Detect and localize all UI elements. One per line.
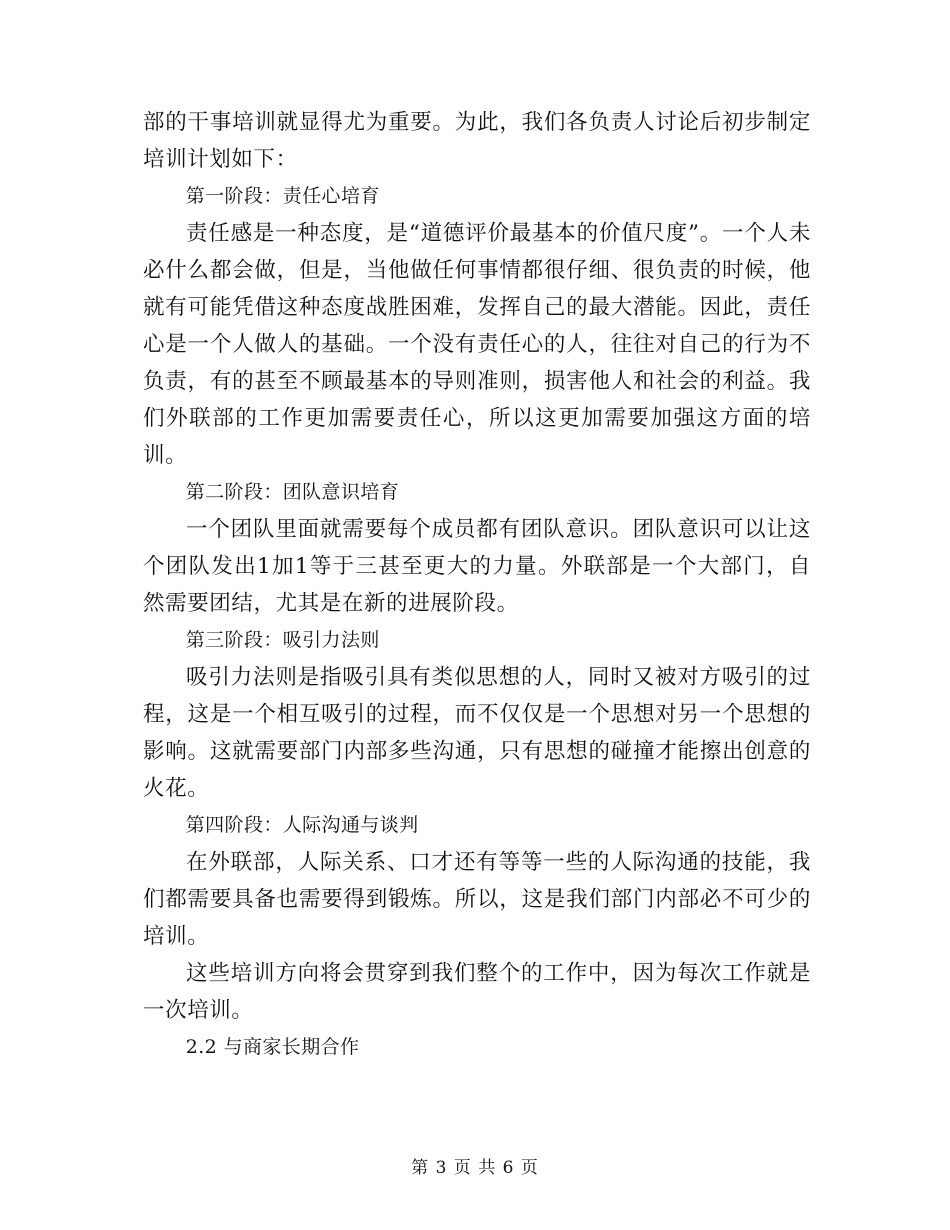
section-heading-stage-1: 第一阶段：责任心培育: [185, 185, 380, 207]
section-heading-stage-3: 第三阶段：吸引力法则: [185, 629, 380, 651]
paragraph-communication: 在外联部，人际关系、口才还有等等一些的人际沟通的技能，我们都需要具备也需要得到锻炼。所以，这是我们部门内部必不可少的培训。: [143, 850, 811, 949]
section-heading-2-2: 2.2 与商家长期合作: [185, 1036, 360, 1058]
paragraph-attraction: 吸引力法则是指吸引具有类似思想的人，同时又被对方吸引的过程，这是一个相互吸引的过程，而不仅仅是一个思想对另一个思想的影响。这就需要部门内部多些沟通，只有思想的碰撞才能擦出创意的火花。: [143, 665, 811, 801]
section-heading-stage-4: 第四阶段：人际沟通与谈判: [185, 814, 419, 836]
section-heading-stage-2: 第二阶段：团队意识培育: [185, 481, 400, 503]
paragraph-intro-continuation: 部的干事培训就显得尤为重要。为此，我们各负责人讨论后初步制定培训计划如下：: [143, 110, 811, 172]
page-number-footer: 第 3 页 共 6 页: [411, 1158, 539, 1178]
document-body: [143, 104, 811, 1066]
paragraph-responsibility: 责任感是一种态度，是“道德评价最基本的价值尺度”。一个人未必什么都会做，但是，当他做任何事情都很仔细、很负责的时候，他就有可能凭借这种态度战胜困难，发挥自己的最大潜能。因此，责任心是一个人做人的基础。一个没有责任心的人，往往对自己的行为不负责，有的甚至不顾最基本的导则准则，损害他人和社会的利益。我们外联部的工作更加需要责任心，所以这更加需要加强这方面的培训。: [143, 221, 811, 468]
paragraph-summary: 这些培训方向将会贯穿到我们整个的工作中，因为每次工作就是一次培训。: [143, 961, 811, 1023]
paragraph-teamwork: 一个团队里面就需要每个成员都有团队意识。团队意识可以让这个团队发出1加1等于三甚至更大的力量。外联部是一个大部门，自然需要团结，尤其是在新的进展阶段。: [143, 517, 811, 616]
